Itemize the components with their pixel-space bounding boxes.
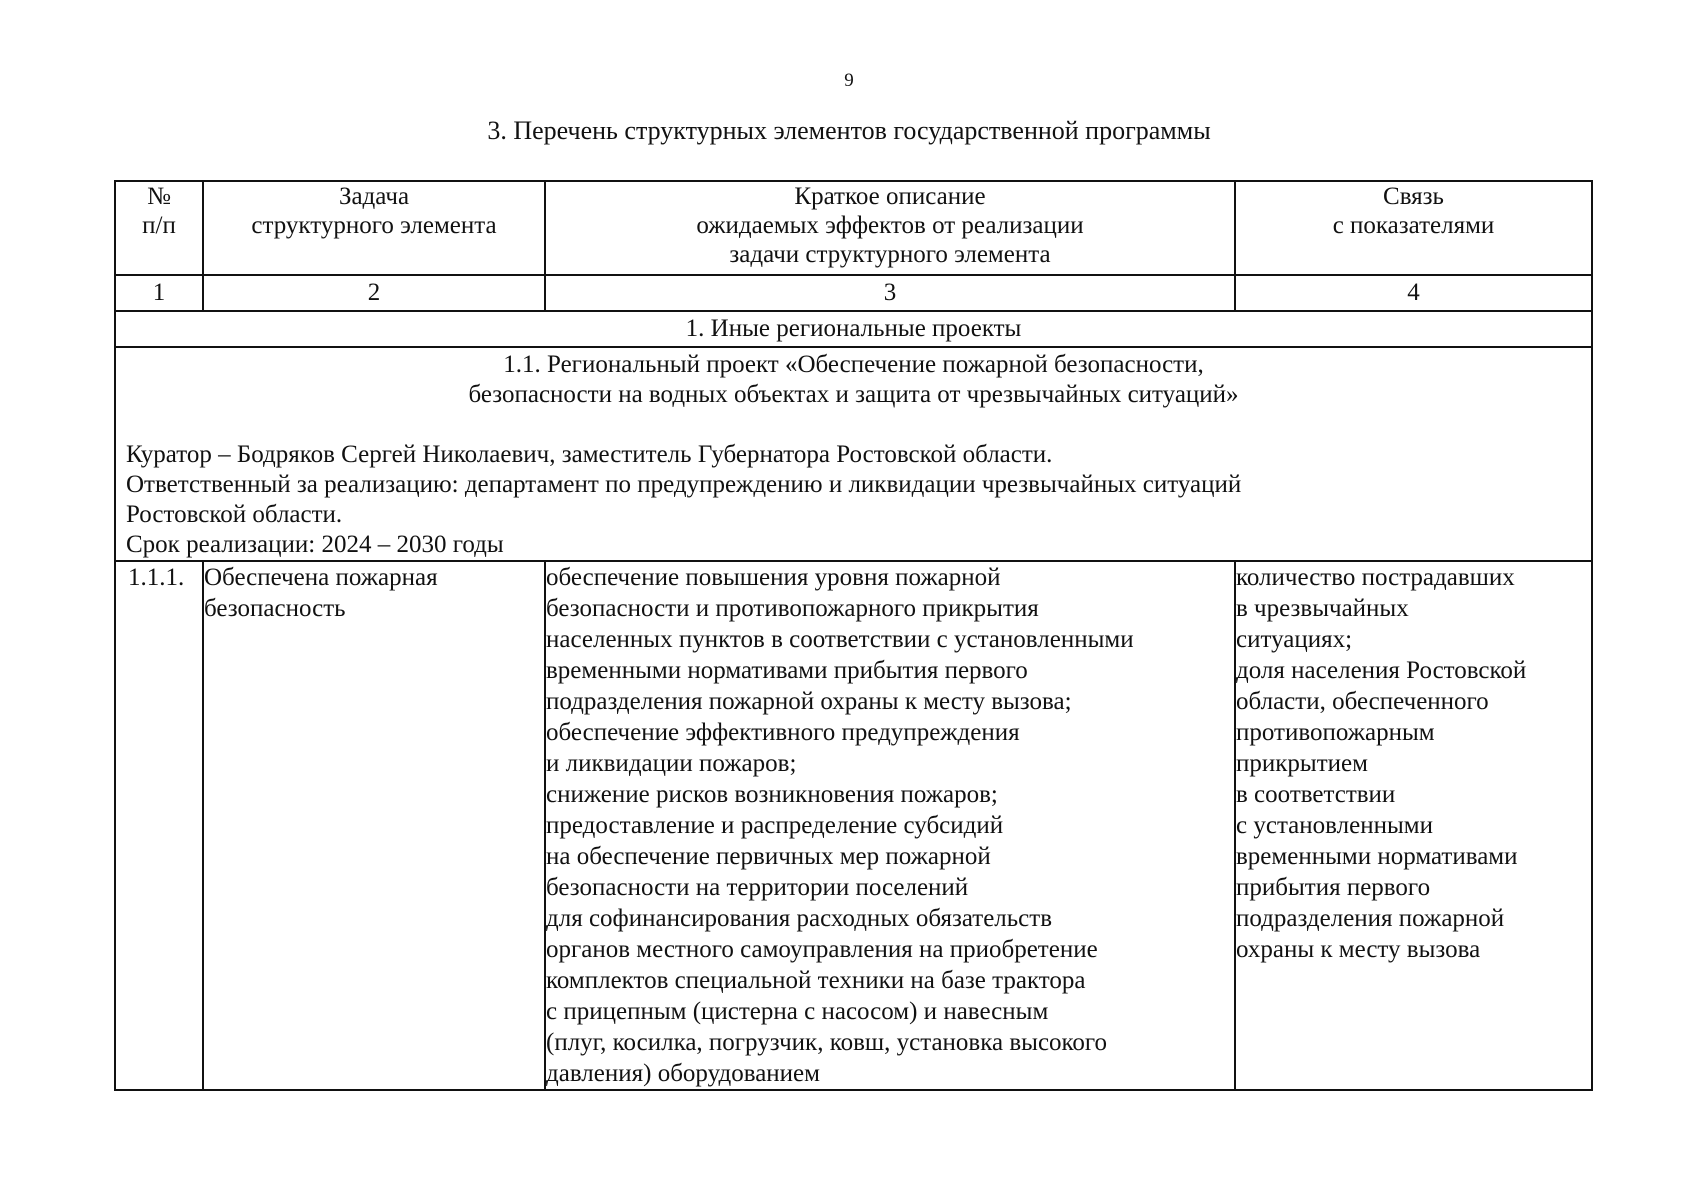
project-responsible: Ответственный за реализацию: департамент по предупреждению и ликвидации чрезвычайных ситуаций Ростовской области. <box>126 471 1242 528</box>
project-curator: Куратор – Бодряков Сергей Николаевич, заместитель Губернатора Ростовской области. <box>126 441 1053 468</box>
column-number: 4 <box>1235 275 1592 311</box>
row-indicators: количество пострадавших в чрезвычайных ситуациях; доля населения Ростовской области, обеспеченного противопожарным прикрытием в соответствии с установленными временными нормативами прибытия первого подразделения пожарной охраны к месту вызова <box>1235 561 1592 1090</box>
table-row <box>115 561 1592 1090</box>
column-number: 2 <box>203 275 545 311</box>
table-header-row <box>115 181 1592 275</box>
project-term: Срок реализации: 2024 – 2030 годы <box>126 531 504 558</box>
row-number: 1.1.1. <box>115 561 203 1090</box>
row-description: обеспечение повышения уровня пожарной безопасности и противопожарного прикрытия населенных пунктов в соответствии с установленными временными нормативами прибытия первого подразделения пожарной охраны к месту вызова; обеспечение эффективного предупреждения и ликвидации пожаров; снижение рисков возникновения пожаров; предоставление и распределение субсидий на обеспечение первичных мер пожарной безопасности на территории поселений для софинансирования расходных обязательств органов местного самоуправления на приобретение комплектов специальной техники на базе трактора с прицепным (цистерна с насосом) и навесным (плуг, косилка, погрузчик, ковш, установка высокого давления) оборудованием <box>545 561 1235 1090</box>
header-task: Задача структурного элемента <box>203 181 545 275</box>
header-description: Краткое описание ожидаемых эффектов от реализации задачи структурного элемента <box>545 181 1235 275</box>
document-title: 3. Перечень структурных элементов государственной программы <box>487 116 1211 145</box>
section-title: 1. Иные региональные проекты <box>115 311 1592 347</box>
row-task: Обеспечена пожарная безопасность <box>203 561 545 1090</box>
page-number: 9 <box>844 70 854 91</box>
header-number: № п/п <box>115 181 203 275</box>
project-title: 1.1. Региональный проект «Обеспечение пожарной безопасности, безопасности на водных объектах и защита от чрезвычайных ситуаций» <box>468 351 1239 408</box>
header-indicators: Связь с показателями <box>1235 181 1592 275</box>
column-number: 3 <box>545 275 1235 311</box>
section-row <box>115 311 1592 347</box>
column-number-row <box>115 275 1592 311</box>
structural-elements-table <box>114 180 1593 1091</box>
project-row <box>115 347 1592 561</box>
project-info-cell <box>115 347 1592 561</box>
column-number: 1 <box>115 275 203 311</box>
